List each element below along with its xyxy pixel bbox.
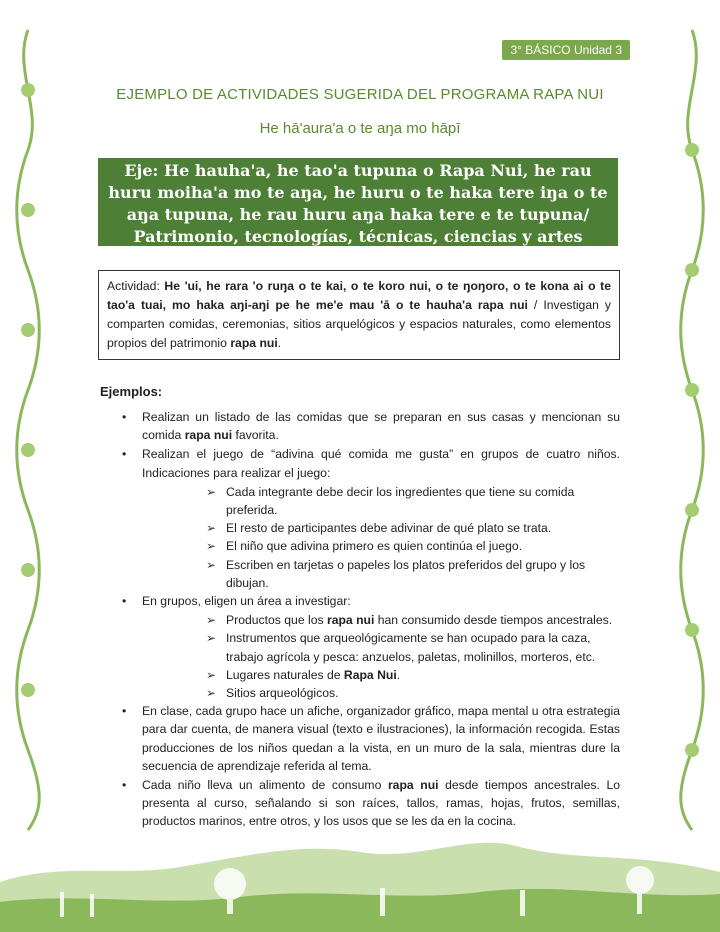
- bullet-icon: •: [122, 447, 127, 462]
- activity-label: Actividad:: [107, 279, 165, 293]
- activity-box: [98, 270, 620, 360]
- bullet-icon: •: [122, 778, 127, 793]
- bullet-icon: •: [122, 594, 127, 609]
- list-item: • Cada niño lleva un alimento de consumo rapa nui desde tiempos ancestrales. Lo presenta al curso, señalando si son raíces, tallos, ramas, hojas, frutos, semillas, productos marinos, entre otros, y los usos que se les da en la cocina.: [122, 778, 621, 829]
- examples-list: [120, 408, 620, 832]
- activity-rapanui-text: He 'ui, he rara 'o ruŋa o te kai, o te koro nui, o te ŋoŋoro, o te kona ai o te tao'a tuai, mo haka aŋi-aŋi pe he me'e mau 'ā o te hauha'a rapa nui: [107, 279, 611, 312]
- page-subtitle: He hā'aura'a o te aŋa mo hāpī: [259, 120, 461, 137]
- arrow-bullet-icon: ➢: [206, 557, 217, 572]
- arrow-bullet-icon: ➢: [206, 521, 217, 536]
- list-item: • En clase, cada grupo hace un afiche, organizador gráfico, mapa mental u otra estrategia para dar cuenta, de manera visual (texto e ilustraciones), la información recogida. Estas producciones de los niños quedan a la vista, en un muro de la sala, mientras dure la secuencia de aprendizaje referida al tema.: [122, 704, 620, 773]
- arrow-bullet-icon: ➢: [206, 484, 217, 499]
- arrow-bullet-icon: ➢: [206, 667, 217, 682]
- sub-list-item: ➢ Sitios arqueológicos.: [120, 684, 620, 702]
- landscape-illustration: [0, 822, 720, 932]
- arrow-bullet-icon: ➢: [206, 631, 217, 646]
- arrow-bullet-icon: ➢: [206, 613, 217, 628]
- sub-list-item: ➢ Escriben en tarjetas o papeles los platos preferidos del grupo y los dibujan.: [206, 557, 586, 590]
- sub-list-item: ➢ El resto de participantes debe adivinar de qué plato se trata.: [120, 519, 620, 537]
- sub-list-item: ➢ El niño que adivina primero es quien continúa el juego.: [120, 537, 620, 555]
- list-item: • Realizan un listado de las comidas que se preparan en sus casas y mencionan su comida rapa nui favorita.: [122, 410, 620, 443]
- sub-list-item: ➢ Instrumentos que arqueológicamente se han ocupado para la caza, trabajo agrícola y pesca: anzuelos, paletas, molinillos, morteros, etc.: [206, 631, 596, 664]
- activity-end: .: [277, 336, 282, 350]
- page-title: EJEMPLO DE ACTIVIDADES SUGERIDA DEL PROGRAMA RAPA NUI: [116, 86, 604, 103]
- right-decorative-border: [672, 30, 712, 830]
- bullet-icon: •: [122, 704, 127, 719]
- list-item: • Realizan el juego de “adivina qué comida me gusta” en grupos de cuatro niños. Indicaciones para realizar el juego:: [122, 447, 620, 480]
- bullet-icon: •: [122, 410, 127, 424]
- grade-unit-tab: 3° BÁSICO Unidad 3: [502, 40, 630, 60]
- examples-heading: Ejemplos:: [100, 384, 163, 399]
- arrow-bullet-icon: ➢: [206, 686, 217, 701]
- sub-list-item: ➢ Lugares naturales de Rapa Nui.: [120, 666, 620, 684]
- list-item: • En grupos, eligen un área a investigar:: [120, 592, 620, 610]
- sub-list-item: ➢ Productos que los rapa nui han consumido desde tiempos ancestrales.: [120, 611, 620, 629]
- activity-spanish-text: / Investigan y comparten comidas, ceremonias, sitios arquelógicos y espacios naturales, como elementos propios del patrimonio: [107, 298, 611, 350]
- left-decorative-border: [8, 30, 48, 830]
- sub-list-item: ➢ Cada integrante debe decir los ingredientes que tiene su comida preferida.: [206, 484, 575, 518]
- eje-banner: Eje: He hauha'a, he tao'a tupuna o Rapa Nui, he rau huru moiha'a mo te aŋa, he huru o te haka tere iŋa o te aŋa tupuna, he rau huru aŋa haka tere e te tupuna/ Patrimonio, tecnologías, técnicas, ciencias y artes ancestrales.: [98, 158, 618, 246]
- activity-bold-term: rapa nui: [230, 336, 278, 350]
- arrow-bullet-icon: ➢: [206, 539, 217, 554]
